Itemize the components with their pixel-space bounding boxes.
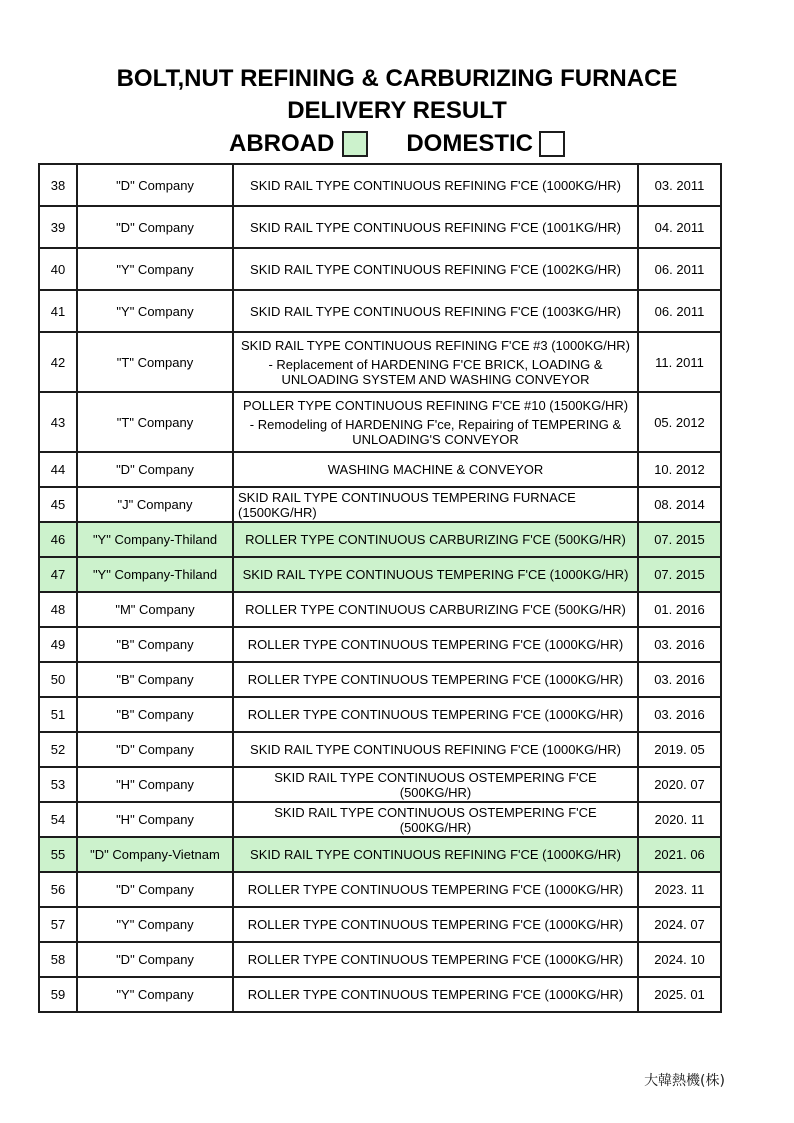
table-row bbox=[39, 248, 721, 290]
description-line: ROLLER TYPE CONTINUOUS TEMPERING F'CE (1000KG/HR) bbox=[247, 637, 624, 652]
table-row bbox=[39, 837, 721, 872]
company-cell: "H" Company bbox=[77, 802, 233, 837]
table-row bbox=[39, 872, 721, 907]
company-cell: "T" Company bbox=[77, 332, 233, 392]
date-cell: 11. 2011 bbox=[638, 332, 721, 392]
page-title-line-1: BOLT,NUT REFINING & CARBURIZING FURNACE bbox=[116, 65, 678, 92]
company-cell: "D" Company bbox=[77, 942, 233, 977]
description-cell bbox=[233, 392, 638, 452]
description-line: SKID RAIL TYPE CONTINUOUS OSTEMPERING F'CE bbox=[274, 769, 597, 785]
date-cell: 03. 2016 bbox=[638, 627, 721, 662]
date-cell: 05. 2012 bbox=[638, 392, 721, 452]
date-cell: 04. 2011 bbox=[638, 206, 721, 248]
description-cell bbox=[233, 164, 638, 206]
description-line: POLLER TYPE CONTINUOUS REFINING F'CE #10 (1500KG/HR) bbox=[242, 397, 629, 413]
row-number-cell: 55 bbox=[39, 837, 77, 872]
description-line: SKID RAIL TYPE CONTINUOUS OSTEMPERING F'CE bbox=[274, 804, 597, 820]
company-cell: "D" Company bbox=[77, 164, 233, 206]
company-cell: "M" Company bbox=[77, 592, 233, 627]
row-number-cell: 43 bbox=[39, 392, 77, 452]
row-number-cell: 38 bbox=[39, 164, 77, 206]
description-line: SKID RAIL TYPE CONTINUOUS REFINING F'CE #3 (1000KG/HR) bbox=[241, 337, 630, 353]
description-line: ROLLER TYPE CONTINUOUS TEMPERING F'CE (1000KG/HR) bbox=[247, 707, 624, 722]
description-line: SKID RAIL TYPE CONTINUOUS TEMPERING FURNACE bbox=[238, 489, 576, 505]
date-cell: 2020. 07 bbox=[638, 767, 721, 802]
description-line: ROLLER TYPE CONTINUOUS TEMPERING F'CE (1000KG/HR) bbox=[247, 672, 624, 687]
row-number-cell: 52 bbox=[39, 732, 77, 767]
description-line: ROLLER TYPE CONTINUOUS TEMPERING F'CE (1000KG/HR) bbox=[247, 952, 624, 967]
company-cell: "D" Company bbox=[77, 872, 233, 907]
company-cell: "D" Company bbox=[77, 732, 233, 767]
company-cell: "H" Company bbox=[77, 767, 233, 802]
description-line: SKID RAIL TYPE CONTINUOUS REFINING F'CE (1000KG/HR) bbox=[250, 742, 621, 757]
page-header bbox=[0, 0, 794, 161]
row-number-cell: 53 bbox=[39, 767, 77, 802]
date-cell: 10. 2012 bbox=[638, 452, 721, 487]
description-cell bbox=[233, 837, 638, 872]
company-cell: "B" Company bbox=[77, 697, 233, 732]
description-cell bbox=[233, 290, 638, 332]
delivery-table-body bbox=[39, 164, 721, 1012]
row-number-cell: 42 bbox=[39, 332, 77, 392]
description-cell bbox=[233, 452, 638, 487]
row-number-cell: 58 bbox=[39, 942, 77, 977]
description-line: ROLLER TYPE CONTINUOUS TEMPERING F'CE (1000KG/HR) bbox=[247, 882, 624, 897]
company-cell: "Y" Company-Thiland bbox=[77, 557, 233, 592]
description-cell bbox=[233, 872, 638, 907]
date-cell: 03. 2016 bbox=[638, 697, 721, 732]
date-cell: 08. 2014 bbox=[638, 487, 721, 522]
table-row bbox=[39, 557, 721, 592]
table-row bbox=[39, 164, 721, 206]
row-number-cell: 41 bbox=[39, 290, 77, 332]
description-cell bbox=[233, 248, 638, 290]
table-row bbox=[39, 662, 721, 697]
description-line: UNLOADING SYSTEM AND WASHING CONVEYOR bbox=[281, 371, 590, 387]
table-row bbox=[39, 452, 721, 487]
abroad-label: ABROAD bbox=[229, 130, 335, 157]
description-line: - Replacement of HARDENING F'CE BRICK, LOADING & bbox=[268, 356, 603, 372]
description-line: WASHING MACHINE & CONVEYOR bbox=[327, 462, 544, 477]
abroad-checkbox bbox=[342, 131, 368, 157]
footer-company-name: 大韓熱機(株) bbox=[644, 1073, 725, 1089]
description-cell bbox=[233, 557, 638, 592]
table-row bbox=[39, 392, 721, 452]
description-line: (500KG/HR) bbox=[399, 819, 472, 835]
row-number-cell: 50 bbox=[39, 662, 77, 697]
description-line: ROLLER TYPE CONTINUOUS TEMPERING F'CE (1000KG/HR) bbox=[247, 987, 624, 1002]
company-cell: "D" Company-Vietnam bbox=[77, 837, 233, 872]
date-cell: 2019. 05 bbox=[638, 732, 721, 767]
row-number-cell: 40 bbox=[39, 248, 77, 290]
row-number-cell: 51 bbox=[39, 697, 77, 732]
description-cell bbox=[233, 206, 638, 248]
description-line: SKID RAIL TYPE CONTINUOUS REFINING F'CE (1003KG/HR) bbox=[250, 303, 621, 319]
date-cell: 2021. 06 bbox=[638, 837, 721, 872]
delivery-table bbox=[38, 163, 722, 1013]
description-cell bbox=[233, 942, 638, 977]
description-line: SKID RAIL TYPE CONTINUOUS REFINING F'CE (1002KG/HR) bbox=[250, 261, 621, 277]
description-line: ROLLER TYPE CONTINUOUS CARBURIZING F'CE (500KG/HR) bbox=[245, 532, 626, 547]
company-cell: "D" Company bbox=[77, 452, 233, 487]
table-row bbox=[39, 206, 721, 248]
description-cell bbox=[233, 802, 638, 837]
company-cell: "Y" Company bbox=[77, 248, 233, 290]
row-number-cell: 57 bbox=[39, 907, 77, 942]
row-number-cell: 56 bbox=[39, 872, 77, 907]
description-line: - Remodeling of HARDENING F'ce, Repairing of TEMPERING & bbox=[249, 416, 622, 432]
domestic-checkbox bbox=[539, 131, 565, 157]
table-row bbox=[39, 767, 721, 802]
description-line: SKID RAIL TYPE CONTINUOUS REFINING F'CE (1001KG/HR) bbox=[250, 219, 621, 235]
table-row bbox=[39, 487, 721, 522]
description-cell bbox=[233, 592, 638, 627]
date-cell: 06. 2011 bbox=[638, 290, 721, 332]
date-cell: 07. 2015 bbox=[638, 557, 721, 592]
domestic-label: DOMESTIC bbox=[406, 130, 533, 157]
date-cell: 06. 2011 bbox=[638, 248, 721, 290]
table-row bbox=[39, 942, 721, 977]
description-cell bbox=[233, 977, 638, 1012]
page-title-line-2: DELIVERY RESULT bbox=[287, 97, 507, 124]
table-row bbox=[39, 522, 721, 557]
date-cell: 2024. 10 bbox=[638, 942, 721, 977]
description-cell bbox=[233, 767, 638, 802]
legend bbox=[0, 127, 794, 161]
table-row bbox=[39, 732, 721, 767]
company-cell: "B" Company bbox=[77, 627, 233, 662]
date-cell: 2025. 01 bbox=[638, 977, 721, 1012]
row-number-cell: 45 bbox=[39, 487, 77, 522]
description-cell bbox=[233, 487, 638, 522]
company-cell: "B" Company bbox=[77, 662, 233, 697]
company-cell: "Y" Company bbox=[77, 290, 233, 332]
description-line: (1500KG/HR) bbox=[238, 504, 317, 520]
description-line: SKID RAIL TYPE CONTINUOUS REFINING F'CE (1000KG/HR) bbox=[250, 847, 621, 862]
company-cell: "T" Company bbox=[77, 392, 233, 452]
table-row bbox=[39, 290, 721, 332]
row-number-cell: 39 bbox=[39, 206, 77, 248]
description-cell bbox=[233, 522, 638, 557]
description-cell bbox=[233, 697, 638, 732]
company-cell: "J" Company bbox=[77, 487, 233, 522]
description-line: UNLOADING'S CONVEYOR bbox=[352, 431, 519, 447]
row-number-cell: 46 bbox=[39, 522, 77, 557]
company-cell: "Y" Company bbox=[77, 907, 233, 942]
date-cell: 2024. 07 bbox=[638, 907, 721, 942]
description-line: SKID RAIL TYPE CONTINUOUS TEMPERING F'CE (1000KG/HR) bbox=[242, 567, 629, 582]
date-cell: 03. 2011 bbox=[638, 164, 721, 206]
date-cell: 01. 2016 bbox=[638, 592, 721, 627]
row-number-cell: 59 bbox=[39, 977, 77, 1012]
company-cell: "Y" Company-Thiland bbox=[77, 522, 233, 557]
date-cell: 2020. 11 bbox=[638, 802, 721, 837]
row-number-cell: 49 bbox=[39, 627, 77, 662]
date-cell: 07. 2015 bbox=[638, 522, 721, 557]
table-row bbox=[39, 697, 721, 732]
description-line: ROLLER TYPE CONTINUOUS CARBURIZING F'CE (500KG/HR) bbox=[245, 602, 626, 617]
description-line: SKID RAIL TYPE CONTINUOUS REFINING F'CE (1000KG/HR) bbox=[250, 177, 621, 193]
row-number-cell: 47 bbox=[39, 557, 77, 592]
table-row bbox=[39, 332, 721, 392]
description-line: ROLLER TYPE CONTINUOUS TEMPERING F'CE (1000KG/HR) bbox=[247, 917, 624, 932]
table-row bbox=[39, 592, 721, 627]
table-row bbox=[39, 627, 721, 662]
date-cell: 03. 2016 bbox=[638, 662, 721, 697]
table-row bbox=[39, 907, 721, 942]
description-cell bbox=[233, 907, 638, 942]
table-row bbox=[39, 802, 721, 837]
table-row bbox=[39, 977, 721, 1012]
description-cell bbox=[233, 732, 638, 767]
row-number-cell: 44 bbox=[39, 452, 77, 487]
description-cell bbox=[233, 332, 638, 392]
company-cell: "D" Company bbox=[77, 206, 233, 248]
description-line: (500KG/HR) bbox=[399, 784, 472, 800]
row-number-cell: 48 bbox=[39, 592, 77, 627]
description-cell bbox=[233, 662, 638, 697]
description-cell bbox=[233, 627, 638, 662]
company-cell: "Y" Company bbox=[77, 977, 233, 1012]
row-number-cell: 54 bbox=[39, 802, 77, 837]
date-cell: 2023. 11 bbox=[638, 872, 721, 907]
